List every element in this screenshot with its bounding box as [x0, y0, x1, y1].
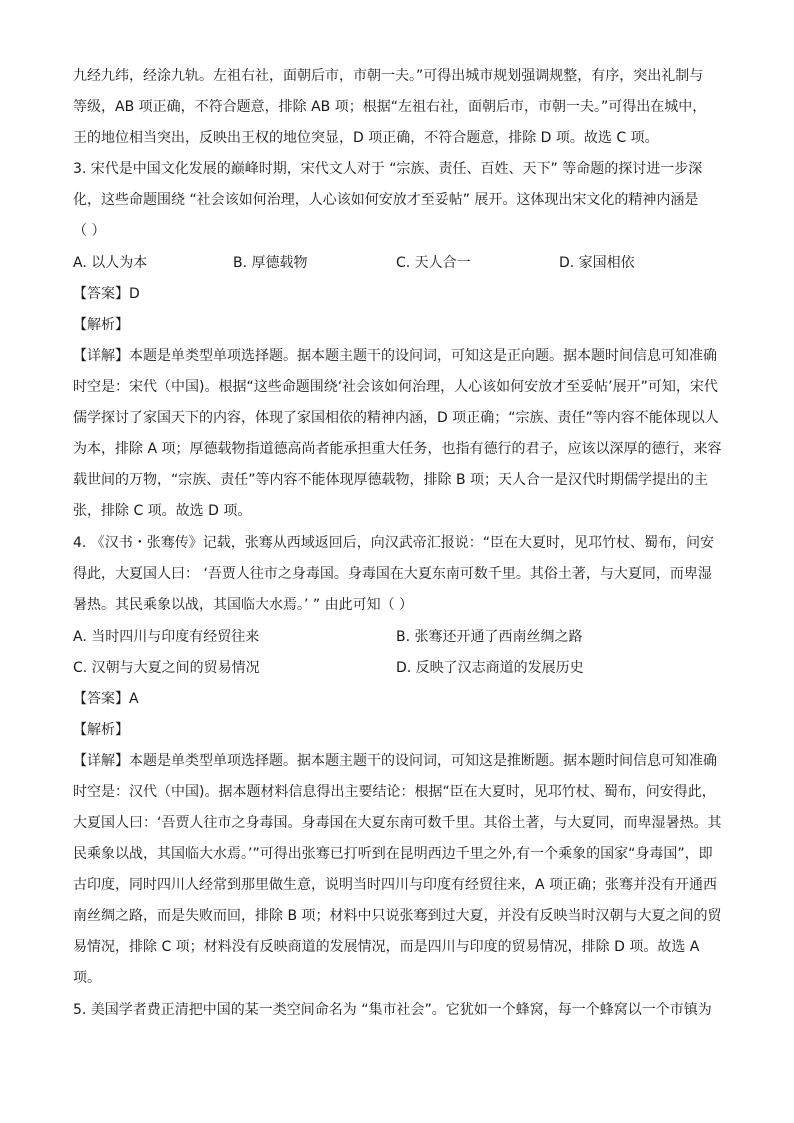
explanation-line: 儒学探讨了家国天下的内容，体现了家国相依的精神内涵，D 项正确；“宗族、责任”等内容不能体现以人 [73, 410, 719, 426]
explanation-line: 大夏国人曰：‘吾贾人往市之身毒国。身毒国在大夏东南可数千里。其俗土著，与大夏同，而卑湿暑热。其 [73, 815, 722, 831]
answer-label: 【答案】A [73, 691, 139, 707]
explanation-line: 时空是：宋代（中国)。根据“这些命题围绕‘社会该如何治理，人心该如何安放才至妥帖’展开”可知，宋代 [73, 379, 718, 395]
text-line: 等级，AB 项正确，不符合题意，排除 AB 项；根据“左祖右社，面朝后市，市朝一夫。”可得出在城中， [73, 99, 707, 115]
option-d: D. 反映了汉志商道的发展历史 [396, 660, 584, 676]
question-stem: 3. 宋代是中国文化发展的巅峰时期，宋代文人对于 “宗族、责任、百姓、天下” 等命题的探讨进一步深 [73, 161, 703, 177]
text-line: 王的地位相当突出，反映出王权的地位突显，D 项正确，不符合题意，排除 D 项。故选 C 项。 [73, 130, 659, 146]
option-a: A. 以人为本 [73, 255, 148, 271]
explanation-line: 南丝绸之路，而是失败而回，排除 B 项；材料中只说张骞到过大夏，并没有反映当时汉朝与大夏之间的贸 [73, 908, 722, 924]
option-c: C. 天人合一 [396, 255, 471, 271]
question-stem: （ ） [73, 223, 106, 239]
option-a: A. 当时四川与印度有经贸往来 [73, 629, 260, 645]
option-d: D. 家国相依 [559, 255, 635, 271]
explanation-line: 为本，排除 A 项；厚德载物指道德高尚者能承担重大任务，也指有德行的君子，应该以深厚的德行，来容 [73, 441, 722, 457]
option-b: B. 张骞还开通了西南丝绸之路 [396, 629, 583, 645]
explanation-line: 载世间的万物，“宗族、责任”等内容不能体现厚德载物，排除 B 项；天人合一是汉代时期儒学提出的主 [73, 472, 709, 488]
question-stem: 5. 美国学者费正清把中国的某一类空间命名为 “集市社会”。它犹如一个蜂窝，每一个蜂窝以一个市镇为 [73, 1002, 712, 1018]
explanation-line: 【详解】本题是单类型单项选择题。据本题主题干的设问词，可知这是推断题。据本题时间信息可知准确 [73, 753, 717, 769]
explanation-line: 项。 [73, 970, 101, 986]
analysis-label: 【解析】 [73, 722, 129, 738]
explanation-line: 易情况，排除 C 项；材料没有反映商道的发展情况，而是四川与印度的贸易情况，排除 D 项。故选 A [73, 939, 700, 955]
explanation-line: 张，排除 C 项。故选 D 项。 [73, 503, 252, 519]
answer-label: 【答案】D [73, 286, 140, 302]
explanation-line: 【详解】本题是单类型单项选择题。据本题主题干的设问词，可知这是正向题。据本题时间信息可知准确 [73, 348, 717, 364]
option-c: C. 汉朝与大夏之间的贸易情况 [73, 660, 260, 676]
text-line: 九经九纬，经涂九轨。左祖右社，面朝后市，市朝一夫。”可得出城市规划强调规整，有序，突出礼制与 [73, 68, 704, 84]
question-stem: 4. 《汉书・张骞传》记载，张骞从西域返回后，向汉武帝汇报说：“臣在大夏时，见邛竹杖、蜀布，问安 [73, 535, 715, 551]
explanation-line: 时空是：汉代（中国)。据本题材料信息得出主要结论：根据“臣在大夏时，见邛竹杖、蜀布，问安得此， [73, 784, 716, 800]
question-stem: 化，这些命题围绕 “社会该如何治理，人心该如何安放才至妥帖” 展开。这体现出宋文化的精神内涵是 [73, 192, 699, 208]
explanation-line: 民乘象以战，其国临大水焉。’”可得出张骞已打听到在昆明西边千里之外,有一个乘象的国家“身毒国”，即 [73, 846, 713, 862]
option-b: B. 厚德载物 [233, 255, 308, 271]
question-stem: 暑热。其民乘象以战，其国临大水焉。’ ” 由此可知（ ） [73, 597, 414, 613]
question-stem: 得此，大夏国人曰： ‘吾贾人往市之身毒国。身毒国在大夏东南可数千里。其俗土著，与大夏同，而卑湿 [73, 566, 712, 582]
explanation-line: 古印度，同时四川人经常到那里做生意，说明当时四川与印度有经贸往来，A 项正确；张骞并没有开通西 [73, 877, 718, 893]
analysis-label: 【解析】 [73, 317, 129, 333]
